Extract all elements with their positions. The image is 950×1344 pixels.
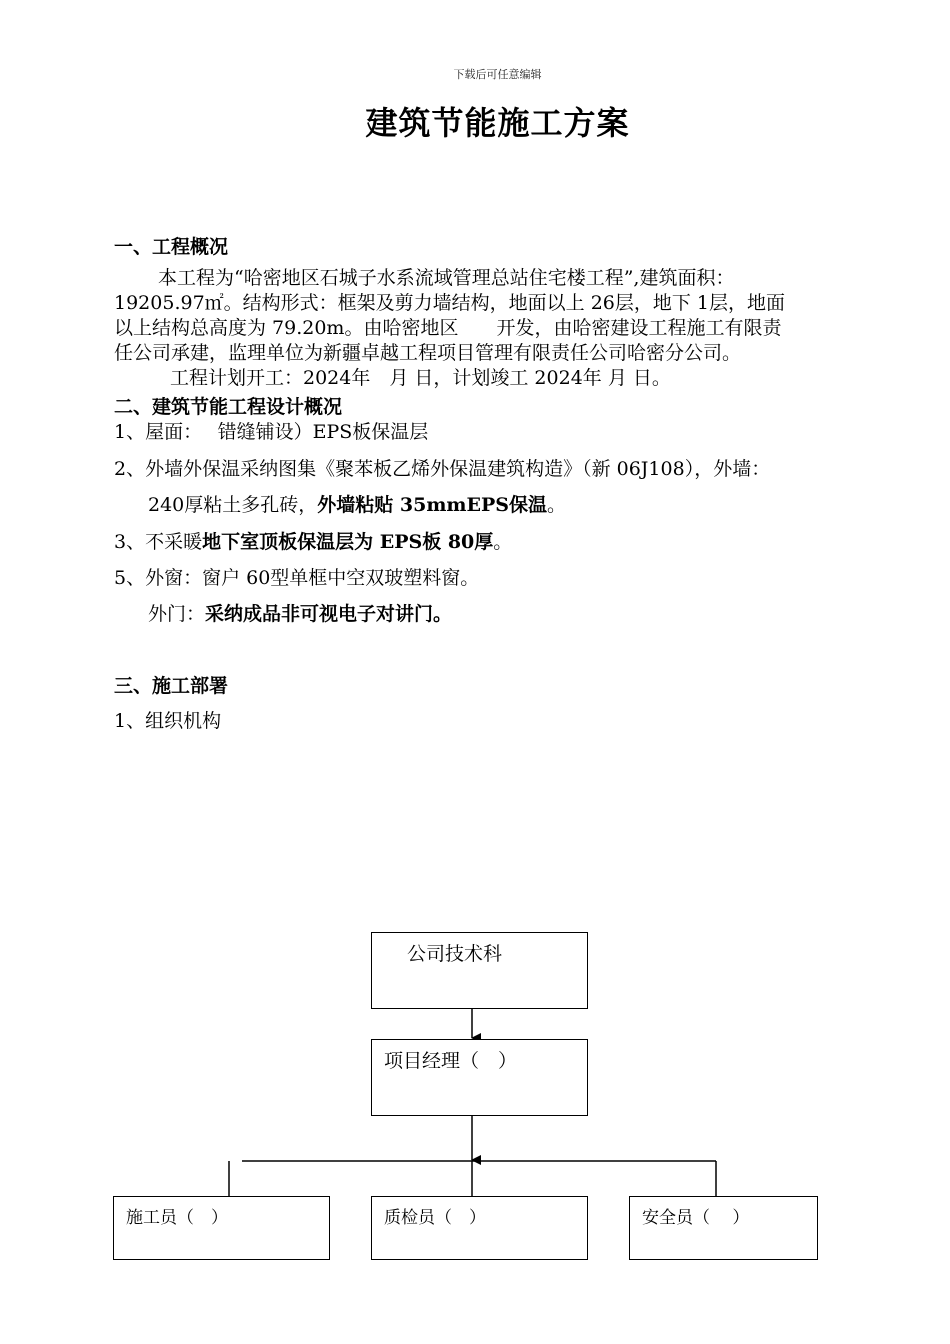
org-box-quality-inspector-label: 质检员（ ） [384,1208,486,1228]
item2-bold: 外墙粘贴 35mmEPS保温 [317,494,548,516]
section1-para-line1: 本工程为“哈密地区石城子水系流域管理总站住宅楼工程”,建筑面积： [158,267,735,289]
item3-plain: 3、不采暖 [114,531,203,553]
door-plain: 外门： [148,603,206,625]
org-box-project-manager [371,1039,588,1116]
org-box-constructor [113,1196,330,1260]
item3-bold: 地下室顶板保温层为 EPS板 80厚 [202,531,494,553]
section1-para-line2: 19205.97㎡。结构形式：框架及剪力墙结构，地面以上 26层，地下 1层，地面 [114,292,786,314]
section3-heading: 三、施工部署 [114,675,229,697]
section3-item1: 1、组织机构 [114,710,222,732]
item2-plain: 240厚粘土多孔砖， [148,494,318,516]
org-box-tech-dept [371,932,588,1009]
item3-end: 。 [493,531,513,553]
header-note: 下载后可任意编辑 [453,68,542,81]
section1-para-line3: 以上结构总高度为 79.20m。由哈密地区 开发，由哈密建设工程施工有限责 [114,317,782,339]
org-box-tech-dept-label: 公司技术科 [407,943,503,965]
org-box-quality-inspector [371,1196,588,1260]
section2-item2-line1: 2、外墙外保温采纳图集《聚苯板乙烯外保温建筑构造》（新 06J108），外墙： [114,458,771,480]
org-box-constructor-label: 施工员（ ） [126,1208,228,1228]
org-box-project-manager-label: 项目经理（ ） [384,1050,518,1072]
org-box-safety-officer-label: 安全员（ ） [642,1208,750,1228]
section1-para-line4: 任公司承建，监理单位为新疆卓越工程项目管理有限责任公司哈密分公司。 [114,342,742,364]
section1-schedule: 工程计划开工：2024年 月 日，计划竣工 2024年 月 日。 [170,367,671,389]
section2-item5: 5、外窗：窗户 60型单框中空双玻塑料窗。 [114,567,480,589]
section2-heading: 二、建筑节能工程设计概况 [114,396,343,418]
door-bold: 采纳成品非可视电子对讲门。 [205,603,453,625]
item2-end: 。 [547,494,567,516]
document-title: 建筑节能施工方案 [365,104,630,142]
section2-item1: 1、屋面： 错缝铺设）EPS板保温层 [114,421,429,443]
org-box-safety-officer [629,1196,818,1260]
section1-heading: 一、工程概况 [114,236,229,258]
